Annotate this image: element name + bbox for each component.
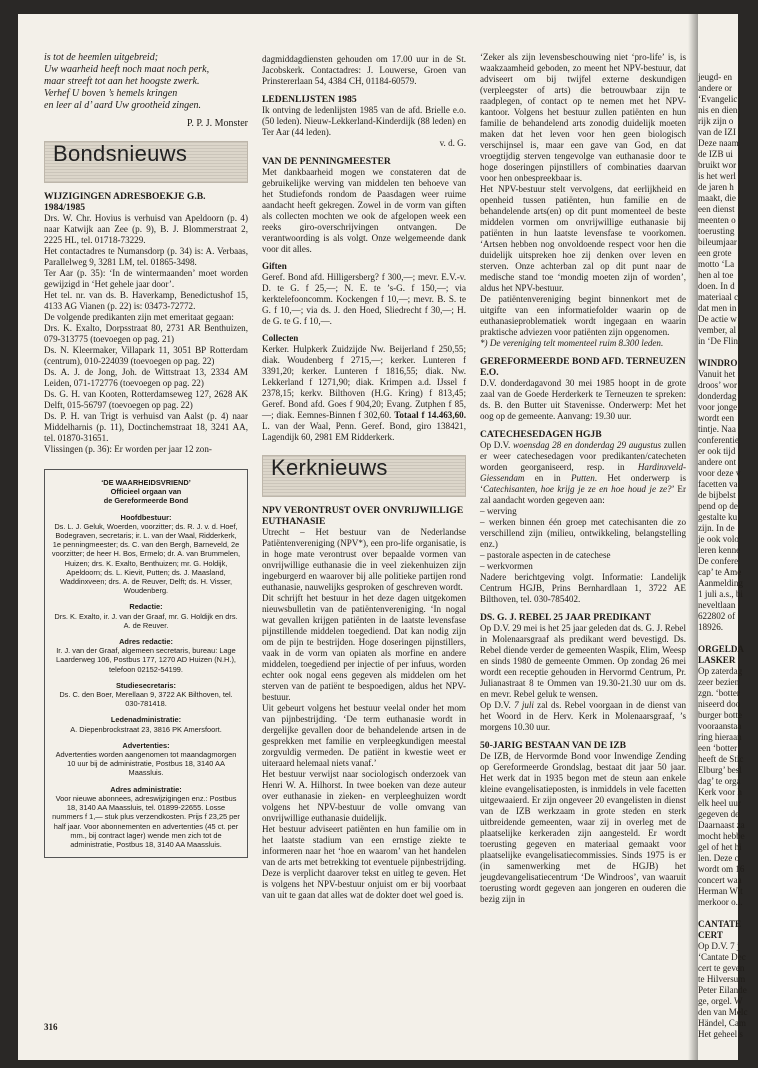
clipped-line: ‘Cantate Dec [698,952,746,962]
clipped-line: een dienst [698,204,735,214]
clipped-line: bileumjaar [698,237,737,247]
text-run-italic: Hardinxveld-Giessendam [480,462,687,483]
poem-signature: P. P. J. Monster [186,118,248,129]
colophon-section-heading: Adres redactie: [119,637,173,647]
colophon-section-text: A. Diepenbrockstraat 23, 3816 PK Amersfoort. [70,724,222,734]
closing-text: L. van der Waal, Penn. Geref. Bond, giro 138421, Lagendijk 60, 2981 EM Ridderkerk. [262,421,466,442]
clipped-line [698,908,758,919]
clipped-line: heeft de Stic [698,754,744,764]
article-heading: CATECHESEDAGEN HGJB [480,429,602,440]
clipped-line: jeugd- en [698,72,733,82]
collecten-list: Kerker. Hulpkerk Zuidzijde Nw. Beijerland f 250,55; diak. Woudenberg f 2715,—; kerker. Lunteren f 3391,20; kerker. Lunteren f 1816,55; diak. Nw. Lekkerland f 1271,90; diak. Krimpen a.d. IJssel f 2378,15; kerkv. Bilthoven (H.G. Kring) f 813,45; Geref. Bond afd. Goes f 904,20; Evang. Zutphen f 85,—; diak. Eemnes-Binnen f 302,60. [262,344,466,420]
clipped-line: andere ont [698,457,737,467]
clipped-line: een grote [698,248,732,258]
clipped-line: pend op de [698,501,738,511]
colophon-title: ‘DE WAARHEIDSVRIEND’ [101,478,191,487]
clipped-line: zgn. ‘botter [698,688,740,698]
text-run: . Het onderwerp is ‘ [480,473,686,494]
paragraph: Ds. G. H. van Kooten, Rotterdamseweg 127, 2628 AK Delft, 015-56797 (toevoegen op pag. 22) [44,389,248,410]
colophon-section-heading: Studiesecretaris: [116,680,176,690]
clipped-line: doen. In d [698,281,735,291]
clipped-line: rijk zijn o [698,116,734,126]
clipped-line: neveltlaan [698,600,736,610]
clipped-line: andere or [698,83,733,93]
paragraph: Met dankbaarheid mogen we constateren dat de gebruikelijke werving van middelen ten behoeve van het Studiefonds rondom de Paasdagen weer ruime aandacht heeft gekregen. Zowel in de vorm van giften als collecten mochten we ook de afgelopen week een reeks giro-overschrijvingen ontvangen. De verantwoording is als volgt. Onze welgemeende dank voor dit alles. [262,167,466,254]
clipped-line: Het geheel s [698,1029,743,1039]
text-run: ’ Er zal aandacht worden gegeven aan: [480,484,686,505]
paragraph: Ds. P. H. van Trigt is verhuisd van Aalst (p. 4) naar Middelharnis (p. 11), Doctinchemstraat 18, 3241 AA, tel. 01870-31651. [44,411,248,443]
paragraph: Het bestuur adviseert patiënten en hun familie om in het laatste stadium van een ernstige ziekte te informeren naar het ‘hoe en waarom’ van het handelen van de arts met betrekking tot eventuele pijnbestrijding. Deze is verplicht daarover tekst en uitleg te geven. Het is volgens het NPV-bestuur onjuist om er bij voorbaat van uit te gaan dat alles wat de dokter doet wel goed is. [262,824,466,900]
text-run: en in [534,473,561,483]
clipped-line: merkoor o.l. [698,897,743,907]
clipped-line: 1 juli a.s., bi [698,589,743,599]
clipped-line: gestalte ku [698,512,738,522]
article-heading: 50-JARIG BESTAAN VAN DE IZB [480,740,627,751]
article-heading: GEREFORMEERDE BOND AFD. TERNEUZEN E.O. [480,356,686,378]
clipped-line: ring hieraan [698,732,742,742]
clipped-line: De actie w [698,314,737,324]
colophon-section-text: Ir. J. van der Graaf, algemeen secretaris, bureau: Lage Laarderweg 106, Postbus 177, 1270 AD Huizen (N.H.), telefoon 02152-54199. [56,646,236,674]
paragraph: Het bestuur verwijst naar sociologisch onderzoek van Henri W. A. Hilhorst. In twee boeken van deze auteur over euthanasie in zieken- en verpleeghuizen wordt volgens het NPV-bestuur de volle omvang van onvrijwillige euthanasie duidelijk. [262,769,466,823]
paragraph: Het tel. nr. van ds. B. Haverkamp, Benedictushof 15, 4133 AG Vianen (p. 22) is: 03473-72772. [44,290,248,311]
clipped-line: droos’ wor [698,380,737,390]
clipped-line: LASKER [698,655,736,665]
clipped-line: ORGELDA [698,644,744,654]
paragraph: De volgende predikanten zijn met emeritaat gegaan: [44,312,234,322]
paragraph: Ter Aar (p. 35): ‘In de wintermaanden’ moet worden gewijzigd in ‘Het gehele jaar door’. [44,268,248,289]
paragraph: Vlissingen (p. 36): Er worden per jaar 12 zon- [44,444,212,454]
list-item: – pastorale aspecten in de catechese [480,550,611,560]
magazine-page [18,14,748,1060]
paragraph [480,440,686,506]
clipped-line: ‘Evangelic [698,94,738,104]
paragraph: Uit gebeurt volgens het bestuur veelal onder het mom van pijnbestrijding. ‘De term euthanasie wordt in dergelijke gevallen door de behandelende artsen in de gesprekken met familie en verpleegkundigen meestal zorgvuldig vermeden. De patiënt in kwestie weet er uiteraard helemaal niets vanaf.’ [262,703,466,768]
text-run-italic: 7 juli [514,700,534,710]
clipped-line: vooraanstaa [698,721,742,731]
clipped-line: den van Melc [698,1007,748,1017]
colophon-subtitle: Officieel orgaan van [110,487,182,497]
clipped-line: Kerk voor h [698,787,742,797]
column-1 [44,52,248,858]
column-2 [262,54,466,901]
clipped-line: dag’ te orga [698,776,741,786]
poem [44,52,248,112]
colophon-section-heading: Hoofdbestuur: [120,512,172,522]
list-item: – werving [480,506,517,516]
banner-title: Bondsnieuws [53,141,188,166]
clipped-line: wordt om 16 [698,864,745,874]
paragraph: Ds. N. Kleermaker, Villapark 11, 3051 BP Rotterdam (centrum), 010-224039 (toevoegen op pag. 22) [44,345,248,366]
paragraph: Ik ontving de ledenlijsten 1985 van de afd. Brielle e.o. (50 leden). Nieuw-Lekkerland-Kinderdijk (88 leden) en Ter Aar (44 leden). [262,105,466,137]
clipped-line: tintje. Naa [698,424,736,434]
clipped-line: concert waa [698,875,742,885]
clipped-line: te Hilversum [698,974,746,984]
clipped-line: maakt, die [698,193,736,203]
paragraph [262,344,466,443]
paragraph: De patiëntenvereniging begint binnenkort met de uitgifte van een informatiefolder waarin op de euthanasieproblematiek wordt ingegaan en waarin praktische adviezen voor patiënten zijn opgenomen. [480,294,686,337]
clipped-line: Peter Eilande [698,985,747,995]
clipped-line: cap’ te Ame [698,567,742,577]
clipped-line: donderdag [698,391,737,401]
clipped-line: elk heel uur [698,798,741,808]
colophon-section-heading: Redactie: [129,602,163,612]
text-run: Op D.V. [480,700,511,710]
clipped-line: zijn. In de [698,523,735,533]
text-run-italic: Catechisanten, hoe krijg je ze en hoe houd je ze? [483,484,672,494]
clipped-line: dat men in [698,303,737,313]
clipped-line: voor deze v [698,468,741,478]
poem-line: en leer al d’ aard Uw grootheid zingen. [44,100,202,111]
clipped-line: 18926. [698,622,724,632]
colophon-subtitle: de Gereformeerde Bond [103,496,189,506]
clipped-line: er ook tijd [698,446,736,456]
paragraph: Nadere berichtgeving volgt. Informatie: Landelijk Centrum HGJB, Prins Bernhardlaan 1, 3722 AE Bilthoven, tel. 030-785402. [480,572,686,604]
clipped-line [698,347,758,358]
article-heading: VAN DE PENNINGMEESTER [262,156,391,167]
clipped-line: Op zaterdag [698,666,743,676]
poem-line: Uw waarheid heeft noch maat noch perk, [44,64,210,75]
collecten-total: Totaal f 14.463,60. [394,410,466,420]
clipped-line: De confere [698,556,739,566]
text-run: Op D.V. [480,440,511,450]
subheading: Giften [262,261,287,271]
subheading: Collecten [262,333,299,343]
clipped-line: zeer bezien [698,677,740,687]
clipped-line: 622802 of [698,611,736,621]
list-item: – werkvormen [480,561,533,571]
clipped-line: meenten o [698,215,736,225]
paragraph: Drs. K. Exalto, Dorpsstraat 80, 2731 AR Benthuizen, 079-313775 (toevoegen op pag. 21) [44,323,248,344]
clipped-line: leren kenne [698,545,741,555]
clipped-line: facetten va [698,479,738,489]
clipped-line: toerusting [698,226,735,236]
clipped-line: Aanmelding [698,578,743,588]
colophon-section-text: Ds. C. den Boer, Merellaan 9, 3722 AK Bilthoven, tel. 030-781418. [59,690,233,709]
clipped-line: Deze naam [698,138,739,148]
paragraph: Op D.V. 29 mei is het 25 jaar geleden dat ds. G. J. Rebel in Molenaarsgraaf als predikant werd bevestigd. Ds. Rebel diende verder de gemeenten Waspik, Elim, Weesp en sinds 1980 de gemeente Ommen. Op zondag 26 mei wordt een receptie gehouden in Hervormd Centrum, Pr. Julianastraat 8 te Ommen van 19.30-21.30 uur om ds. en mevr. Rebel geluk te wensen. [480,623,686,699]
paragraph: Ds. A. J. de Jong, Joh. de Wittstraat 13, 2334 AM Leiden, 071-172776 (toevoegen op pag. 22) [44,367,248,388]
clipped-line: Herman Wit [698,886,743,896]
column-4-clipped [698,72,758,1040]
clipped-line: burger botte [698,710,743,720]
paragraph: Dit schrijft het bestuur in het deze dagen uitgekomen nieuwsbulletin van de patiëntenvereniging. ‘In nogal wat gevallen krijgen patiënten in de laatste levensfase pijnstillende middelen toegediend. Dat kan nodig zijn om de pijn te bestrijden. Hoge doseringen pijnstillers, vaak in de vorm van opiaten als morfine en andere middelen, toegediend per injectie of per infuus, worden echter ook nogal eens gegeven als middelen om het sterven van de patiënt te bespoedigen, aldus het NPV-bestuur. [262,593,466,702]
column-3 [480,52,686,905]
clipped-line: voor jonge [698,402,738,412]
article-signature: v. d. G. [439,138,466,148]
article-heading: WIJZIGINGEN ADRESBOEKJE G.B. 1984/1985 [44,191,206,213]
clipped-line [698,633,758,644]
clipped-line: gel of het hi [698,842,742,852]
clipped-line: van de IZI [698,127,736,137]
text-run-italic: woensdag 28 en donderdag 29 augustus [513,440,662,450]
clipped-line: Elburg’ besl [698,765,742,775]
clipped-line: Vanuit het [698,369,736,379]
colophon-section-heading: Adres administratie: [110,784,182,794]
clipped-line: conferentie [698,435,739,445]
clipped-line: bruikt wor [698,160,737,170]
paragraph: Het contactadres te Numansdorp (p. 34) is: A. Verbaas, Parallelweg 9, 3281 LM, tel. 01865-3498. [44,246,248,267]
clipped-line: CERT [698,930,723,940]
clipped-line: materiaal c [698,292,739,302]
clipped-line: de jaren h [698,182,734,192]
footnote: *) De vereniging telt momenteel ruim 8.300 leden. [480,338,664,348]
colophon-section-heading: Advertenties: [122,740,170,750]
page-fold-shadow [688,14,698,1060]
paragraph: Utrecht – Het bestuur van de Nederlandse Patiëntenvereniging (NPV*), een pro-life organisatie, is in hoge mate verontrust over bepaalde vormen van onvrijwillige euthanasie die in veel ziekenhuizen zijn ingeburgerd en waarover bij alle politieke partijen rond euthanasie, nauwelijks gesproken of geschreven wordt. [262,527,466,592]
text-run: zullen er weer catechesedagen voor predikanten/catecheten worden georganiseerd, resp. in [480,440,686,472]
clipped-line: Daarnaast za [698,820,745,830]
clipped-line: nis en dien [698,105,738,115]
poem-line: is tot de heemlen uitgebreid; [44,52,159,63]
text-run-italic: Putten [571,473,595,483]
colophon-section-heading: Ledenadministratie: [110,715,182,725]
clipped-line: WINDRO [698,358,738,368]
clipped-line: de IZB ui [698,149,733,159]
clipped-line: een ‘botter [698,743,738,753]
paragraph [480,700,686,733]
clipped-line: Op D.V. 7 j [698,941,740,951]
clipped-line: vember, al [698,325,737,335]
clipped-line: CANTATE [698,919,742,929]
paragraph: dagmiddagdiensten gehouden om 17.00 uur in de St. Jacobskerk. Contactadres: J. Louwerse, Groen van Prinstererlaan 54, 4384 CH, 01184-60579. [262,54,466,86]
section-banner-kerknieuws [262,455,466,497]
article-heading: LEDENLIJSTEN 1985 [262,94,357,105]
colophon-box [44,469,248,858]
poem-line: maar streeft tot aan het hoogste zwerk. [44,76,200,87]
clipped-line: cert te geven [698,963,745,973]
poem-line: Verhef U boven ’s hemels kringen [44,88,178,99]
paragraph: Geref. Bond afd. Hilligersberg? f 300,—; mevr. E.V.-v. D. te G. f 25,—; N. E. te ’s-G. f 150,—; via kerktelefooncomm. Kockengen f 10,—; mevr. B. S. te G. f 10,—; via ds. J. den Hoed, Sliedrecht f 30,—; H. de G. te G. f 10,—. [262,272,466,326]
clipped-line: je ook volo [698,534,739,544]
clipped-line: len. Deze o [698,853,740,863]
clipped-line: motto ‘La [698,259,735,269]
article-heading: DS. G. J. REBEL 25 JAAR PREDIKANT [480,612,651,623]
clipped-line: Händel, Cam [698,1018,746,1028]
clipped-line: hen al toe [698,270,734,280]
colophon-section-text: Advertenties worden aangenomen tot maandagmorgen 10 uur bij de administratie, Postbus 18, 3140 AA Maassluis. [55,750,237,778]
clipped-line: de bijbelst [698,490,736,500]
colophon-section-text: Ds. L. J. Geluk, Woerden, voorzitter; ds. R. J. v. d. Hoef, Bodegraven, secretaris; ir. L. van der Waal, Ridderkerk, 1e penningmeester; ds. C. van den Bergh, Barneveld, 2e voorzitter; de heer H. Bos, Ermelo; dr. A. van Brummelen, Huizen; drs. K. Exalto, Benthuizen; mr. G. Holdijk, Apeldoorn; ds. L. Kievit, Putten; ds. J. Maasland, Waddinxveen; drs. A. de Reuver, Delft; ds. H. Visser, Woudenberg. [51,521,241,596]
paragraph: De IZB, de Hervormde Bond voor Inwendige Zending op Gereformeerde Grondslag, bestaat dit jaar 50 jaar. Het werk dat in 1935 begon met de steun aan enkele kleine evangelisatieposten, is inmiddels in vele facetten uitgewaaierd. Er zijn ongeveer 20 evangelisten in dienst van de IZB werkzaam in grote steden en sterk uitbreidende gemeenten, waar zij in overleg met de plaatselijke kerkeraden zijn aangesteld. Er wordt toerusting gegeven en materiaal gemaakt voor plaatselijke evangelisatiecommissies. Sinds 1975 is er (in samenwerking met de HGJB) het jeugdevangelisatiecentrum ‘De Windroos’, van waaruit toerusting wordt gegeven aan jongeren en ouderen die bezig zijn in [480,751,686,904]
clipped-line: in ‘De Flin [698,336,738,346]
clipped-line: gegeven de [698,809,740,819]
clipped-line: niseerd doo [698,699,741,709]
colophon-section-text: Drs. K. Exalto, ir. J. van der Graaf, mr. G. Holdijk en drs. A. de Reuver. [54,611,238,630]
article-heading: NPV VERONTRUST OVER ONVRIJWILLIGE EUTHANASIE [262,505,464,527]
section-banner-bondsnieuws [44,141,248,183]
paragraph: ‘Zeker als zijn levensbeschouwing niet ‘pro-life’ is, is waakzaamheid geboden, zo meent het NPV-bestuur, dat adviseert om bij twijfel externe deskundigen (verpleegster of arts) die betrouwbaar zijn te raadplegen, of contact op te nemen met het NPV-kantoor. Volgens het bestuur zullen patiënten en hun familie de behandelend arts zonodig duidelijk moeten maken dat het leven voor hen geen biologisch verschijnsel is, maar een gave van God, en dat vroegtijdig sterven tengevolge van euthanasie door te hoge doseringen pijnstillers of combinaties daarvan voor hen onbespreekbaar is. [480,52,686,183]
page-number: 316 [44,1022,58,1032]
paragraph: Drs. W. Chr. Hovius is verhuisd van Apeldoorn (p. 4) naar Katwijk aan Zee (p. 9), B. J. Blommerstraat 2, 2225 HL, tel. 01718-73229. [44,213,248,245]
clipped-line: wordt een [698,413,735,423]
list-item: – werken binnen één groep met catechisanten die zo verschillend zijn (milieu, ontwikkeling, belangstelling enz.) [480,517,686,549]
colophon-section-text: Voor nieuwe abonnees, adreswijzigingen enz.: Postbus 18, 3140 AA Maassluis, tel. 01899-22655. Losse nummers f 1,— stuk plus verzendkosten. Prijs f 23,25 per half jaar. Voor abonnementen en advertenties (45 ct. per mm., bij contract lager) wende men zich tot de administratie, Postbus 18, 3140 AA Maassluis. [52,793,240,849]
clipped-line: is het werl [698,171,736,181]
paragraph: D.V. donderdagavond 30 mei 1985 hoopt in de grote zaal van de Goede Herderkerk te Terneuzen te spreken: ds. B. den Butter uit Stavenisse. Onderwerp: Met het oog op de gemeente. Aanvang: 19.30 uur. [480,378,686,421]
banner-title: Kerknieuws [271,455,388,480]
paragraph: Het NPV-bestuur stelt vervolgens, dat eerlijkheid en openheid tussen patiënten, hun familie en de behandelende arts(en) op dit punt momenteel de beste middelen vormen om onvrijwillige euthanasie bij patiënten in hun laatste levensfase te voorkomen. ‘Artsen hebben nog onvoldoende respect voor hen die duidelijk uitspreken hoe zij denken over leven en sterven. Onze achterban zal op dit punt naar de medische stand toe ‘mondig moeten zijn of worden’, aldus het NPV-bestuur. [480,184,686,293]
text-run: zal ds. Rebel voorgaan in de dienst van het Woord in de Herv. Kerk in Molenaarsgraaf, ’s morgens 10.30 uur. [480,700,686,732]
clipped-line: mocht hebbe [698,831,745,841]
clipped-line: ge, orgel. W [698,996,743,1006]
